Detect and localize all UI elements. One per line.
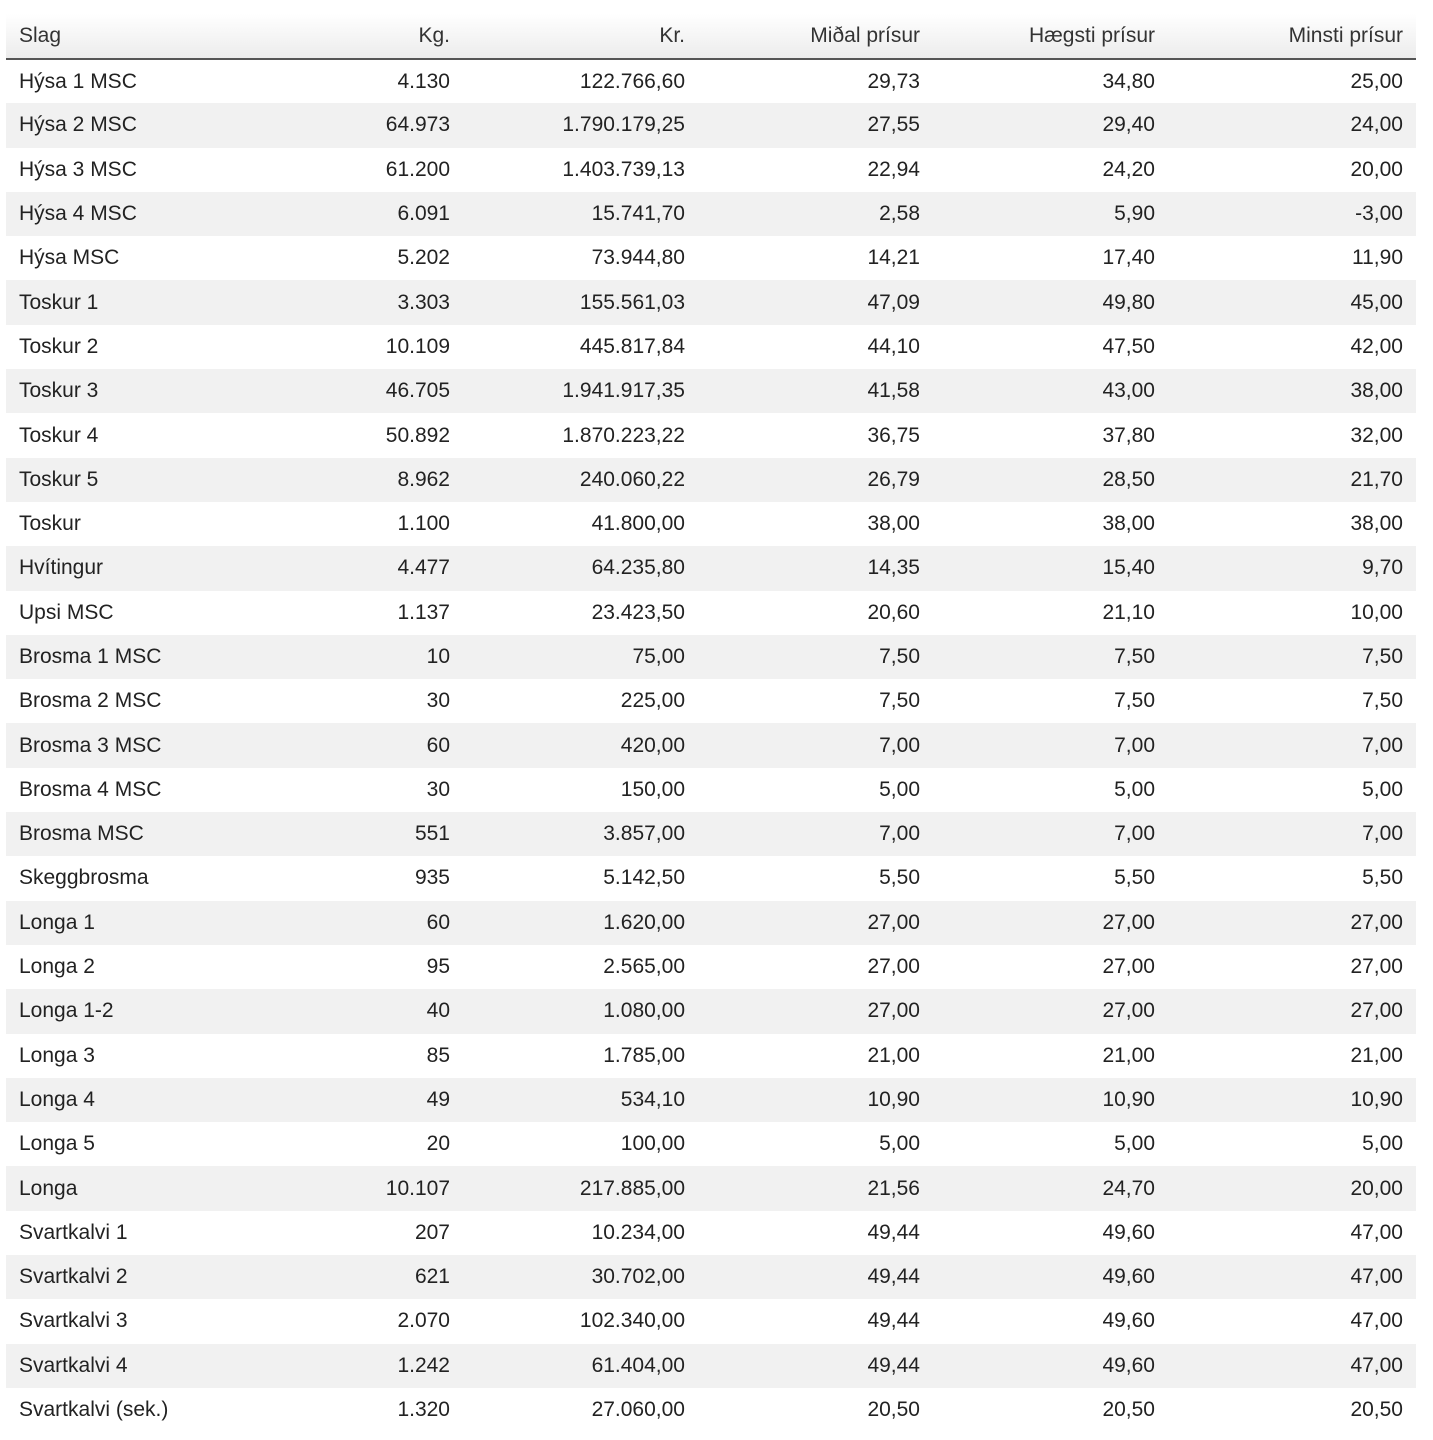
cell-highest-price: 38,00	[933, 502, 1168, 546]
cell-kg: 10.107	[241, 1166, 463, 1210]
cell-species: Toskur	[6, 502, 241, 546]
cell-highest-price: 49,60	[933, 1255, 1168, 1299]
column-header-average-price[interactable]: Miðal prísur	[698, 14, 933, 59]
cell-kg: 61.200	[241, 148, 463, 192]
cell-species: Toskur 1	[6, 280, 241, 324]
table-body	[6, 59, 1416, 1432]
table-row	[6, 1122, 1416, 1166]
cell-highest-price: 7,00	[933, 723, 1168, 767]
cell-kg: 85	[241, 1034, 463, 1078]
cell-kr: 150,00	[463, 768, 698, 812]
cell-kr: 1.870.223,22	[463, 413, 698, 457]
cell-highest-price: 49,60	[933, 1299, 1168, 1343]
cell-kg: 49	[241, 1078, 463, 1122]
cell-average-price: 49,44	[698, 1299, 933, 1343]
cell-species: Toskur 4	[6, 413, 241, 457]
cell-lowest-price: 24,00	[1168, 103, 1416, 147]
cell-lowest-price: 21,70	[1168, 458, 1416, 502]
cell-kr: 23.423,50	[463, 591, 698, 635]
cell-species: Longa 4	[6, 1078, 241, 1122]
column-header-highest-price[interactable]: Hægsti prísur	[933, 14, 1168, 59]
cell-highest-price: 21,00	[933, 1034, 1168, 1078]
cell-average-price: 5,00	[698, 768, 933, 812]
price-table	[6, 14, 1416, 1432]
table-row	[6, 1344, 1416, 1388]
table-row	[6, 812, 1416, 856]
cell-average-price: 14,35	[698, 546, 933, 590]
table-row	[6, 1166, 1416, 1210]
cell-species: Upsi MSC	[6, 591, 241, 635]
table-row	[6, 1388, 1416, 1432]
cell-species: Longa 1	[6, 901, 241, 945]
table-row	[6, 1211, 1416, 1255]
cell-lowest-price: 47,00	[1168, 1211, 1416, 1255]
header-row	[6, 14, 1416, 59]
table-row	[6, 945, 1416, 989]
cell-species: Longa 3	[6, 1034, 241, 1078]
cell-kg: 30	[241, 679, 463, 723]
cell-average-price: 22,94	[698, 148, 933, 192]
cell-lowest-price: 10,00	[1168, 591, 1416, 635]
cell-kg: 30	[241, 768, 463, 812]
cell-average-price: 14,21	[698, 236, 933, 280]
cell-kr: 3.857,00	[463, 812, 698, 856]
cell-species: Longa 1-2	[6, 989, 241, 1033]
table-row	[6, 1078, 1416, 1122]
cell-highest-price: 27,00	[933, 989, 1168, 1033]
cell-average-price: 7,50	[698, 679, 933, 723]
cell-lowest-price: 7,00	[1168, 723, 1416, 767]
table-row	[6, 546, 1416, 590]
cell-average-price: 10,90	[698, 1078, 933, 1122]
cell-species: Brosma 2 MSC	[6, 679, 241, 723]
cell-average-price: 21,56	[698, 1166, 933, 1210]
cell-species: Svartkalvi 1	[6, 1211, 241, 1255]
cell-kr: 1.403.739,13	[463, 148, 698, 192]
cell-lowest-price: 7,50	[1168, 679, 1416, 723]
cell-lowest-price: 11,90	[1168, 236, 1416, 280]
cell-highest-price: 47,50	[933, 325, 1168, 369]
cell-lowest-price: 7,00	[1168, 812, 1416, 856]
cell-kr: 240.060,22	[463, 458, 698, 502]
cell-kr: 445.817,84	[463, 325, 698, 369]
cell-lowest-price: 5,50	[1168, 856, 1416, 900]
column-header-lowest-price[interactable]: Minsti prísur	[1168, 14, 1416, 59]
cell-species: Longa	[6, 1166, 241, 1210]
cell-kr: 75,00	[463, 635, 698, 679]
cell-kg: 50.892	[241, 413, 463, 457]
cell-kr: 41.800,00	[463, 502, 698, 546]
cell-average-price: 29,73	[698, 59, 933, 103]
table-row	[6, 768, 1416, 812]
cell-species: Longa 5	[6, 1122, 241, 1166]
cell-lowest-price: 47,00	[1168, 1344, 1416, 1388]
cell-kg: 20	[241, 1122, 463, 1166]
cell-highest-price: 5,00	[933, 1122, 1168, 1166]
cell-highest-price: 49,60	[933, 1211, 1168, 1255]
cell-kr: 73.944,80	[463, 236, 698, 280]
cell-kr: 10.234,00	[463, 1211, 698, 1255]
cell-lowest-price: 10,90	[1168, 1078, 1416, 1122]
cell-kr: 1.941.917,35	[463, 369, 698, 413]
table-row	[6, 148, 1416, 192]
cell-lowest-price: 47,00	[1168, 1255, 1416, 1299]
cell-kg: 621	[241, 1255, 463, 1299]
cell-kg: 551	[241, 812, 463, 856]
table-row	[6, 679, 1416, 723]
cell-lowest-price: 25,00	[1168, 59, 1416, 103]
cell-kr: 15.741,70	[463, 192, 698, 236]
cell-lowest-price: 21,00	[1168, 1034, 1416, 1078]
cell-kg: 10.109	[241, 325, 463, 369]
cell-kr: 102.340,00	[463, 1299, 698, 1343]
cell-species: Hýsa 1 MSC	[6, 59, 241, 103]
table-row	[6, 192, 1416, 236]
cell-highest-price: 5,00	[933, 768, 1168, 812]
cell-lowest-price: 45,00	[1168, 280, 1416, 324]
cell-average-price: 49,44	[698, 1344, 933, 1388]
cell-kr: 27.060,00	[463, 1388, 698, 1432]
cell-kg: 64.973	[241, 103, 463, 147]
cell-kr: 64.235,80	[463, 546, 698, 590]
cell-highest-price: 34,80	[933, 59, 1168, 103]
cell-species: Brosma MSC	[6, 812, 241, 856]
cell-kr: 1.785,00	[463, 1034, 698, 1078]
cell-highest-price: 21,10	[933, 591, 1168, 635]
column-header-slag[interactable]: Slag	[6, 14, 241, 59]
cell-highest-price: 5,90	[933, 192, 1168, 236]
cell-lowest-price: 5,00	[1168, 768, 1416, 812]
cell-kg: 10	[241, 635, 463, 679]
cell-species: Svartkalvi 2	[6, 1255, 241, 1299]
cell-kr: 30.702,00	[463, 1255, 698, 1299]
cell-species: Brosma 1 MSC	[6, 635, 241, 679]
cell-species: Svartkalvi (sek.)	[6, 1388, 241, 1432]
cell-lowest-price: -3,00	[1168, 192, 1416, 236]
cell-kr: 217.885,00	[463, 1166, 698, 1210]
cell-average-price: 7,50	[698, 635, 933, 679]
cell-highest-price: 24,20	[933, 148, 1168, 192]
price-table-container	[6, 14, 1416, 1432]
cell-average-price: 21,00	[698, 1034, 933, 1078]
cell-highest-price: 17,40	[933, 236, 1168, 280]
column-header-kr[interactable]: Kr.	[463, 14, 698, 59]
cell-kg: 4.477	[241, 546, 463, 590]
cell-highest-price: 28,50	[933, 458, 1168, 502]
cell-kr: 1.790.179,25	[463, 103, 698, 147]
cell-lowest-price: 20,00	[1168, 148, 1416, 192]
cell-kr: 155.561,03	[463, 280, 698, 324]
table-row	[6, 59, 1416, 103]
cell-average-price: 27,00	[698, 945, 933, 989]
table-row	[6, 1255, 1416, 1299]
cell-kr: 534,10	[463, 1078, 698, 1122]
cell-lowest-price: 42,00	[1168, 325, 1416, 369]
cell-kg: 207	[241, 1211, 463, 1255]
cell-kg: 46.705	[241, 369, 463, 413]
cell-average-price: 7,00	[698, 723, 933, 767]
table-row	[6, 591, 1416, 635]
cell-highest-price: 49,80	[933, 280, 1168, 324]
cell-lowest-price: 9,70	[1168, 546, 1416, 590]
cell-average-price: 41,58	[698, 369, 933, 413]
table-row	[6, 280, 1416, 324]
cell-lowest-price: 27,00	[1168, 945, 1416, 989]
cell-kg: 4.130	[241, 59, 463, 103]
cell-average-price: 47,09	[698, 280, 933, 324]
cell-kr: 122.766,60	[463, 59, 698, 103]
cell-highest-price: 15,40	[933, 546, 1168, 590]
cell-species: Svartkalvi 3	[6, 1299, 241, 1343]
cell-species: Brosma 4 MSC	[6, 768, 241, 812]
cell-average-price: 27,00	[698, 901, 933, 945]
cell-kg: 60	[241, 901, 463, 945]
cell-highest-price: 10,90	[933, 1078, 1168, 1122]
cell-kr: 225,00	[463, 679, 698, 723]
cell-average-price: 36,75	[698, 413, 933, 457]
cell-highest-price: 7,50	[933, 635, 1168, 679]
table-row	[6, 458, 1416, 502]
table-row	[6, 325, 1416, 369]
cell-highest-price: 7,50	[933, 679, 1168, 723]
cell-kg: 95	[241, 945, 463, 989]
cell-average-price: 44,10	[698, 325, 933, 369]
cell-average-price: 38,00	[698, 502, 933, 546]
cell-lowest-price: 5,00	[1168, 1122, 1416, 1166]
cell-species: Toskur 5	[6, 458, 241, 502]
cell-highest-price: 20,50	[933, 1388, 1168, 1432]
cell-species: Toskur 2	[6, 325, 241, 369]
cell-kr: 61.404,00	[463, 1344, 698, 1388]
cell-average-price: 26,79	[698, 458, 933, 502]
cell-lowest-price: 38,00	[1168, 369, 1416, 413]
cell-highest-price: 43,00	[933, 369, 1168, 413]
cell-kg: 5.202	[241, 236, 463, 280]
cell-kr: 420,00	[463, 723, 698, 767]
cell-average-price: 7,00	[698, 812, 933, 856]
cell-average-price: 49,44	[698, 1255, 933, 1299]
table-row	[6, 1034, 1416, 1078]
cell-kr: 5.142,50	[463, 856, 698, 900]
cell-species: Hýsa 4 MSC	[6, 192, 241, 236]
table-row	[6, 413, 1416, 457]
cell-lowest-price: 27,00	[1168, 901, 1416, 945]
cell-lowest-price: 47,00	[1168, 1299, 1416, 1343]
cell-lowest-price: 7,50	[1168, 635, 1416, 679]
table-row	[6, 989, 1416, 1033]
cell-kg: 1.100	[241, 502, 463, 546]
table-row	[6, 236, 1416, 280]
cell-species: Svartkalvi 4	[6, 1344, 241, 1388]
cell-kg: 1.320	[241, 1388, 463, 1432]
cell-average-price: 27,55	[698, 103, 933, 147]
cell-average-price: 5,50	[698, 856, 933, 900]
cell-kr: 2.565,00	[463, 945, 698, 989]
column-header-kg[interactable]: Kg.	[241, 14, 463, 59]
table-row	[6, 103, 1416, 147]
table-header	[6, 14, 1416, 59]
table-row	[6, 723, 1416, 767]
cell-lowest-price: 20,00	[1168, 1166, 1416, 1210]
cell-average-price: 20,60	[698, 591, 933, 635]
table-row	[6, 502, 1416, 546]
table-row	[6, 901, 1416, 945]
cell-species: Hýsa 2 MSC	[6, 103, 241, 147]
cell-highest-price: 49,60	[933, 1344, 1168, 1388]
cell-kg: 6.091	[241, 192, 463, 236]
cell-kr: 1.620,00	[463, 901, 698, 945]
cell-species: Hýsa MSC	[6, 236, 241, 280]
cell-lowest-price: 38,00	[1168, 502, 1416, 546]
cell-lowest-price: 27,00	[1168, 989, 1416, 1033]
cell-average-price: 5,00	[698, 1122, 933, 1166]
cell-average-price: 2,58	[698, 192, 933, 236]
cell-species: Skeggbrosma	[6, 856, 241, 900]
cell-kg: 935	[241, 856, 463, 900]
cell-kg: 1.137	[241, 591, 463, 635]
cell-lowest-price: 20,50	[1168, 1388, 1416, 1432]
cell-species: Hýsa 3 MSC	[6, 148, 241, 192]
table-row	[6, 856, 1416, 900]
cell-species: Longa 2	[6, 945, 241, 989]
cell-kg: 8.962	[241, 458, 463, 502]
cell-average-price: 20,50	[698, 1388, 933, 1432]
table-row	[6, 635, 1416, 679]
cell-species: Toskur 3	[6, 369, 241, 413]
cell-highest-price: 5,50	[933, 856, 1168, 900]
cell-lowest-price: 32,00	[1168, 413, 1416, 457]
cell-kg: 60	[241, 723, 463, 767]
cell-species: Hvítingur	[6, 546, 241, 590]
cell-highest-price: 7,00	[933, 812, 1168, 856]
cell-highest-price: 27,00	[933, 945, 1168, 989]
cell-average-price: 27,00	[698, 989, 933, 1033]
cell-highest-price: 24,70	[933, 1166, 1168, 1210]
cell-kg: 1.242	[241, 1344, 463, 1388]
cell-highest-price: 37,80	[933, 413, 1168, 457]
cell-kr: 100,00	[463, 1122, 698, 1166]
cell-kg: 3.303	[241, 280, 463, 324]
cell-kg: 2.070	[241, 1299, 463, 1343]
table-row	[6, 369, 1416, 413]
table-row	[6, 1299, 1416, 1343]
cell-average-price: 49,44	[698, 1211, 933, 1255]
cell-species: Brosma 3 MSC	[6, 723, 241, 767]
cell-highest-price: 27,00	[933, 901, 1168, 945]
cell-highest-price: 29,40	[933, 103, 1168, 147]
cell-kr: 1.080,00	[463, 989, 698, 1033]
cell-kg: 40	[241, 989, 463, 1033]
